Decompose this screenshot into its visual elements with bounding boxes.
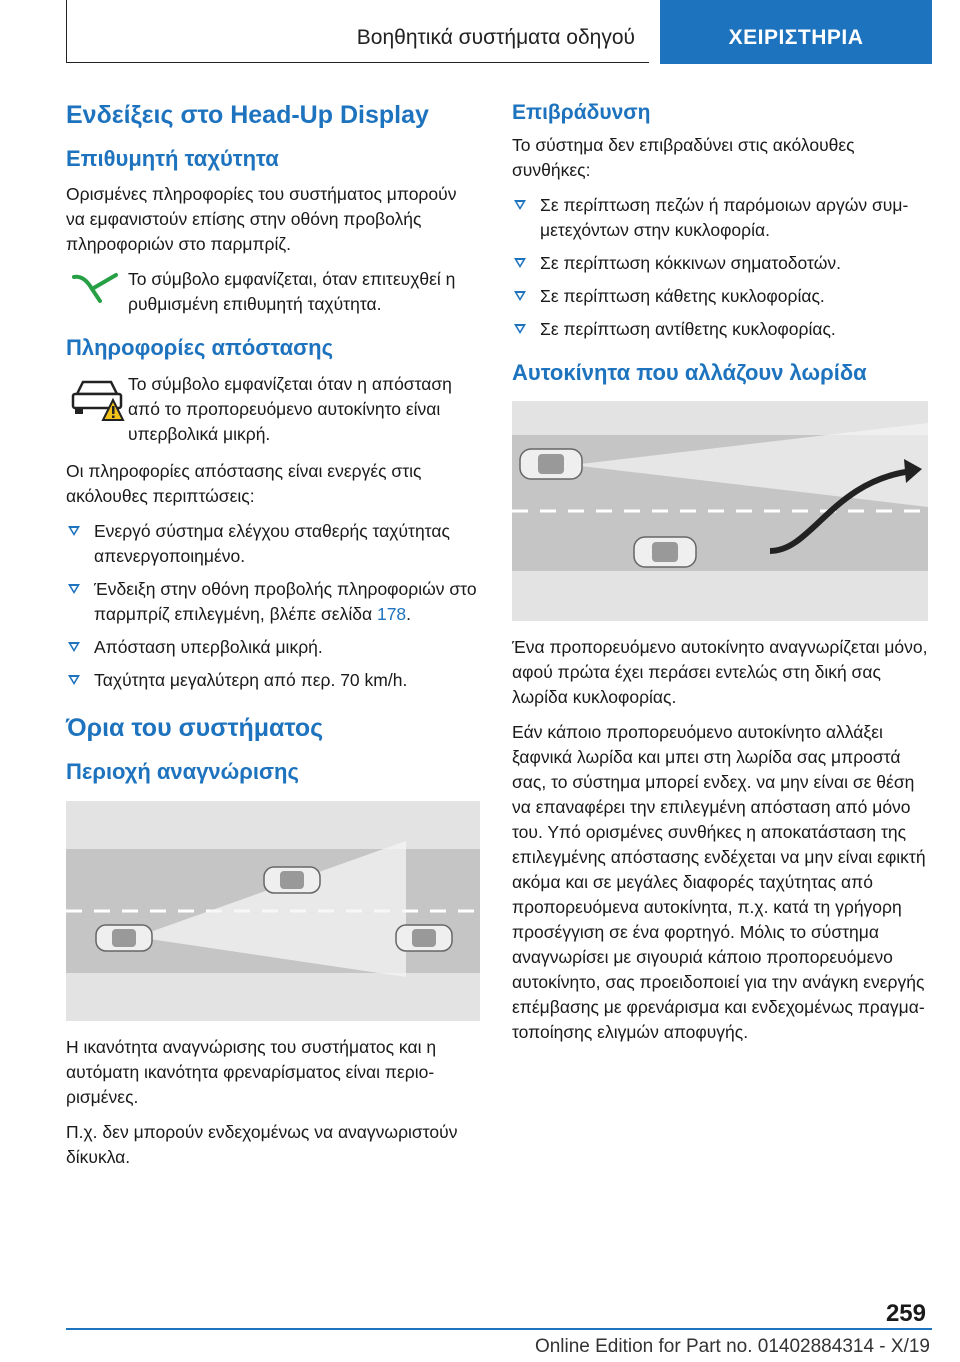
footer-divider — [66, 1328, 932, 1330]
header-frame — [66, 0, 649, 63]
page-number: 259 — [885, 1300, 926, 1327]
distance-symbol-text: Το σύμβολο εμφανίζεται όταν η απόσταση από το προπορευόμενο αυτοκίνητο είναι υπερβολικά μικρή. — [128, 373, 452, 444]
speed-reached-icon — [66, 267, 128, 317]
heading-detection-range: Περιοχή αναγνώρισης — [66, 758, 299, 784]
heading-desired-speed: Επιθυμητή ταχύτητα — [66, 146, 279, 171]
right-column — [512, 100, 928, 1055]
heading-deceleration: Επιβράδυνση — [512, 101, 651, 124]
distance-conditions-list — [66, 519, 480, 693]
page-header — [66, 0, 932, 64]
heading-hud-indications: Ενδείξεις στο Head-Up Display — [66, 101, 429, 129]
deceleration-conditions-list — [512, 193, 928, 342]
heading-distance-info: Πληροφορίες απόστασης — [66, 335, 334, 361]
list-item: Ταχύτητα μεγαλύτερη από περ. 70 km/h. — [66, 668, 480, 693]
car-icon — [634, 537, 696, 567]
car-icon — [264, 867, 320, 893]
para-range-1: Η ικανότητα αναγνώρισης του συστήματος και η αυτόματη ικανότητα φρεναρίσματος είναι περιορισμένες. — [66, 1037, 437, 1108]
heading-system-limits: Όρια του συστήματος — [66, 713, 324, 742]
speed-symbol-text: Το σύμβολο εμφανίζεται, όταν επιτευχθεί η ρυθμισμένη επιθυμητή ταχύτητα. — [128, 269, 456, 315]
car-icon — [96, 925, 152, 951]
list-item: Σε περίπτωση κόκκινων σηματοδοτών. — [512, 251, 928, 276]
footer-edition: Online Edition for Part no. 01402884314 - X/19 — [534, 1336, 930, 1357]
speed-symbol-row — [66, 267, 480, 317]
lane-change-illustration — [512, 401, 928, 621]
detection-range-illustration — [66, 801, 480, 1021]
list-item: Σε περίπτωση πεζών ή παρόμοιων αργών συμμετεχόντων στην κυκλοφορία. — [512, 193, 928, 243]
para-lane-1: Ένα προπορευόμενο αυτοκίνητο αναγνωρίζεται μόνο, αφού πρώτα έχει περάσει εντελώς στη δική σας λωρίδα κυκλοφορίας. — [512, 636, 928, 707]
heading-lane-change: Αυτοκίνητα που αλλάζουν λωρίδα — [512, 360, 867, 386]
header-chapter-tab: ΧΕΙΡΙΣΤΗΡΙΑ — [660, 0, 932, 64]
list-item: Ενεργό σύστημα ελέγχου σταθερής ταχύτητας απενεργοποιημένο. — [66, 519, 480, 569]
list-item: Ένδειξη στην οθόνη προβολής πληροφοριών στο παρμπρίζ επιλεγμένη, βλέπε σελίδα 178. — [66, 577, 480, 627]
para-deceleration: Το σύστημα δεν επιβραδύνει στις ακόλουθες συνθήκες: — [512, 135, 855, 181]
car-icon — [396, 925, 452, 951]
distance-warning-car-icon — [66, 372, 128, 447]
para-lane-2: Εάν κάποιο προπορευόμενο αυτοκίνητο αλλάξει ξαφνικά λωρίδα και μπει στη λωρίδα σας μπροστά σας, το σύστημα μπορεί ενδεχ. να μην είναι σε θέση να επαναφέρει την επιλεγμένη απόσταση από μόνο του. Υπό ορισμένες συνθήκες η αποκατάσταση της επιλεγμένης απόστασης ενδέχεται να μην είναι εφικτή ακόμα και σε μεγάλες διαφορές ταχύτητας από προπορευόμενα αυτοκίνητα, π.χ. κατά τη γρήγορη προσέγγιση σε ένα φορτηγό. Μόλις το σύστημα αναγνωρίσει με σιγουριά κάποιο προπορευόμενο αυτοκίνητο, σας προειδοποιεί για την ανάγκη ενεργής επέμβασης με φρενάρισμα και ενδεχομένως πραγματοποίησης ελιγμών αποφυγής. — [512, 721, 926, 1042]
para-range-2: Π.χ. δεν μπορούν ενδεχομένως να αναγνωριστούν δίκυκλα. — [66, 1122, 458, 1168]
list-item: Σε περίπτωση αντίθετης κυκλοφορίας. — [512, 317, 928, 342]
car-icon — [520, 449, 582, 479]
page-reference-link[interactable]: 178 — [376, 603, 407, 624]
para-distance: Οι πληροφορίες απόστασης είναι ενεργές στις ακόλουθες περιπτώσεις: — [66, 460, 422, 506]
distance-symbol-row — [66, 372, 480, 447]
list-item: Απόσταση υπερβολικά μικρή. — [66, 635, 480, 660]
left-column — [66, 100, 480, 1180]
para-speed: Ορισμένες πληροφορίες του συστήματος μπορούν να εμφανιστούν επίσης στην οθόνη προβολής πληροφοριών στο παρμπρίζ. — [66, 184, 457, 255]
list-item: Σε περίπτωση κάθετης κυκλοφορίας. — [512, 284, 928, 309]
header-section-title: Βοηθητικά συστήματα οδηγού — [356, 26, 635, 49]
